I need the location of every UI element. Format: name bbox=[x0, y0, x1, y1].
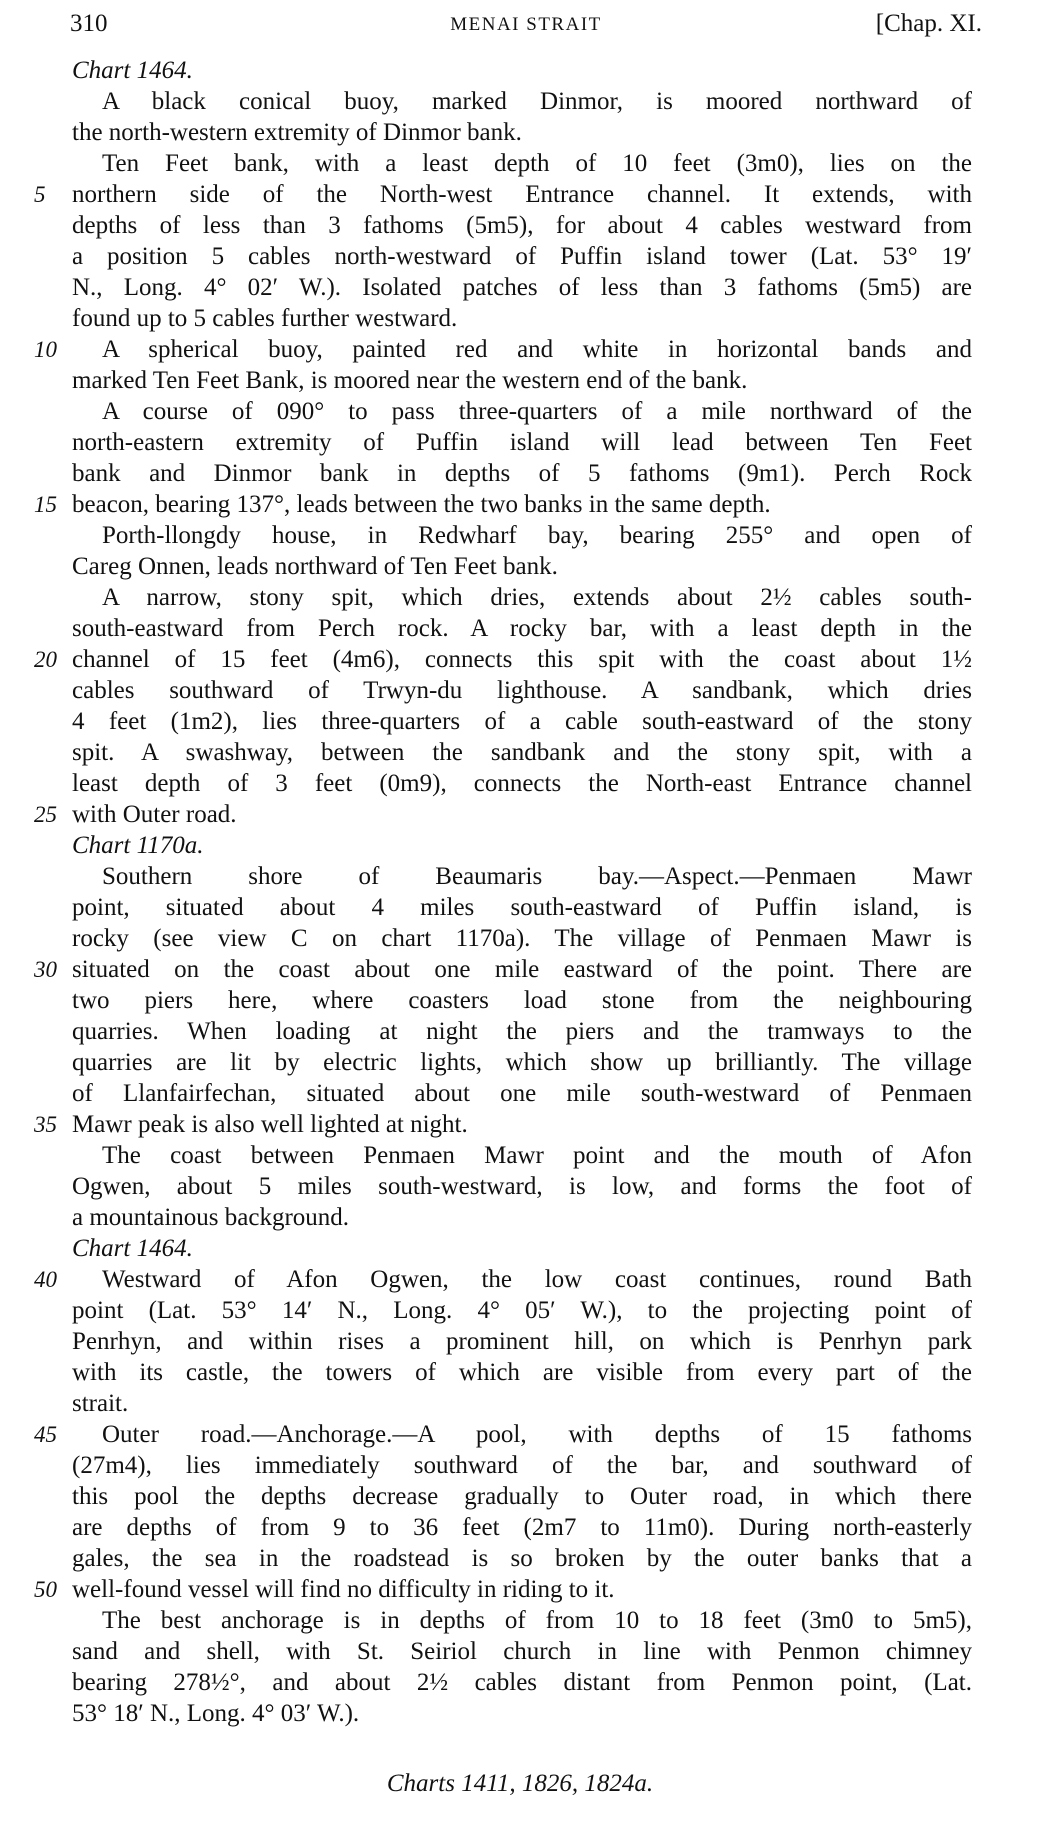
text-line bbox=[72, 737, 972, 768]
line-text: The best anchorage is in depths of from 10 to 18 feet (3m0 to 5m5), bbox=[102, 1607, 972, 1634]
text-line bbox=[72, 1636, 972, 1667]
line-text: quarries are lit by electric lights, which show up brilliantly. The village bbox=[72, 1049, 972, 1076]
line-text: Mawr peak is also well lighted at night. bbox=[72, 1111, 468, 1138]
line-number: 40 bbox=[34, 1267, 57, 1292]
text-line bbox=[34, 489, 972, 520]
chart-reference bbox=[72, 830, 972, 861]
text-line bbox=[72, 985, 972, 1016]
text-line bbox=[72, 303, 972, 334]
line-text: northern side of the North-west Entrance channel. It extends, with bbox=[72, 181, 972, 208]
text-line bbox=[72, 1543, 972, 1574]
text-line bbox=[72, 675, 972, 706]
text-line bbox=[72, 272, 972, 303]
text-line bbox=[72, 1202, 972, 1233]
line-text: Chart 1170a. bbox=[72, 832, 204, 859]
text-line bbox=[72, 396, 972, 427]
line-text: are depths of from 9 to 36 feet (2m7 to 11m0). During north-easterly bbox=[72, 1514, 972, 1541]
text-line bbox=[34, 1264, 972, 1295]
line-text: bearing 278½°, and about 2½ cables distant from Penmon point, (Lat. bbox=[72, 1669, 972, 1696]
line-text: situated on the coast about one mile eastward of the point. There are bbox=[72, 956, 972, 983]
line-text: the north-western extremity of Dinmor bank. bbox=[72, 119, 522, 146]
line-text: north-eastern extremity of Puffin island will lead between Ten Feet bbox=[72, 429, 972, 456]
line-text: quarries. When loading at night the piers and the tramways to the bbox=[72, 1018, 972, 1045]
line-text: N., Long. 4° 02′ W.). Isolated patches of less than 3 fathoms (5m5) are bbox=[72, 274, 972, 301]
line-text: least depth of 3 feet (0m9), connects the North-east Entrance channel bbox=[72, 770, 972, 797]
text-line bbox=[72, 551, 972, 582]
text-line bbox=[72, 1388, 972, 1419]
text-line bbox=[72, 365, 972, 396]
line-number: 5 bbox=[34, 182, 46, 207]
line-text: a mountainous background. bbox=[72, 1204, 350, 1231]
text-line bbox=[72, 241, 972, 272]
text-line bbox=[34, 334, 972, 365]
line-text: A narrow, stony spit, which dries, extends about 2½ cables south- bbox=[102, 584, 972, 611]
text-line bbox=[72, 613, 972, 644]
text-line bbox=[72, 1140, 972, 1171]
text-line bbox=[72, 1481, 972, 1512]
text-line bbox=[34, 179, 972, 210]
line-text: sand and shell, with St. Seiriol church in line with Penmon chimney bbox=[72, 1638, 972, 1665]
text-line bbox=[72, 1698, 972, 1729]
line-number: 35 bbox=[34, 1112, 57, 1137]
text-line bbox=[72, 458, 972, 489]
line-text: Southern shore of Beaumaris bay.—Aspect.—Penmaen Mawr bbox=[102, 863, 972, 890]
line-number: 10 bbox=[34, 337, 57, 362]
line-text: 4 feet (1m2), lies three-quarters of a cable south-eastward of the stony bbox=[72, 708, 972, 735]
line-text: beacon, bearing 137°, leads between the two banks in the same depth. bbox=[72, 491, 771, 518]
line-text: Outer road.—Anchorage.—A pool, with depths of 15 fathoms bbox=[102, 1421, 972, 1448]
line-text: Ogwen, about 5 miles south-westward, is low, and forms the foot of bbox=[72, 1173, 972, 1200]
text-line bbox=[72, 210, 972, 241]
line-number: 50 bbox=[34, 1577, 57, 1602]
text-line bbox=[72, 117, 972, 148]
line-text: point, situated about 4 miles south-eastward of Puffin island, is bbox=[72, 894, 972, 921]
page-number: 310 bbox=[70, 10, 108, 37]
line-text: Careg Onnen, leads northward of Ten Feet bank. bbox=[72, 553, 558, 580]
text-line bbox=[72, 582, 972, 613]
line-text: well-found vessel will find no difficulty in riding to it. bbox=[72, 1576, 615, 1603]
page-header bbox=[70, 10, 982, 50]
line-text: with Outer road. bbox=[72, 801, 237, 828]
line-text: (27m4), lies immediately southward of the bar, and southward of bbox=[72, 1452, 972, 1479]
text-line bbox=[72, 1078, 972, 1109]
line-text: 53° 18′ N., Long. 4° 03′ W.). bbox=[72, 1700, 360, 1727]
line-text: south-eastward from Perch rock. A rocky bar, with a least depth in the bbox=[72, 615, 972, 642]
line-text: a position 5 cables north-westward of Puffin island tower (Lat. 53° 19′ bbox=[72, 243, 972, 270]
text-line bbox=[72, 923, 972, 954]
text-line bbox=[72, 1295, 972, 1326]
line-text: this pool the depths decrease gradually to Outer road, in which there bbox=[72, 1483, 972, 1510]
line-text: gales, the sea in the roadstead is so broken by the outer banks that a bbox=[72, 1545, 972, 1572]
footer-chart-note: Charts 1411, 1826, 1824a. bbox=[386, 1770, 654, 1797]
line-text: found up to 5 cables further westward. bbox=[72, 305, 458, 332]
text-line bbox=[72, 861, 972, 892]
line-text: Penrhyn, and within rises a prominent hill, on which is Penrhyn park bbox=[72, 1328, 972, 1355]
chart-reference bbox=[72, 55, 972, 86]
text-line bbox=[72, 1047, 972, 1078]
text-line bbox=[34, 1419, 972, 1450]
line-text: A course of 090° to pass three-quarters of a mile northward of the bbox=[102, 398, 972, 425]
text-line bbox=[72, 1326, 972, 1357]
chart-reference bbox=[72, 1233, 972, 1264]
line-text: A spherical buoy, painted red and white in horizontal bands and bbox=[102, 336, 972, 363]
line-text: cables southward of Trwyn-du lighthouse. A sandbank, which dries bbox=[72, 677, 972, 704]
line-number: 15 bbox=[34, 492, 57, 517]
line-text: Porth-llongdy house, in Redwharf bay, bearing 255° and open of bbox=[102, 522, 972, 549]
text-line bbox=[34, 799, 972, 830]
text-line bbox=[72, 148, 972, 179]
text-line bbox=[72, 1450, 972, 1481]
line-text: Ten Feet bank, with a least depth of 10 feet (3m0), lies on the bbox=[102, 150, 972, 177]
line-number: 20 bbox=[34, 647, 57, 672]
line-text: rocky (see view C on chart 1170a). The village of Penmaen Mawr is bbox=[72, 925, 972, 952]
line-text: two piers here, where coasters load stone from the neighbouring bbox=[72, 987, 972, 1014]
line-number: 25 bbox=[34, 802, 57, 827]
text-line bbox=[72, 1171, 972, 1202]
text-line bbox=[72, 1016, 972, 1047]
line-text: Westward of Afon Ogwen, the low coast continues, round Bath bbox=[102, 1266, 972, 1293]
line-text: channel of 15 feet (4m6), connects this spit with the coast about 1½ bbox=[72, 646, 972, 673]
line-text: strait. bbox=[72, 1390, 129, 1417]
chapter-label: [Chap. XI. bbox=[875, 10, 982, 37]
running-title: MENAI STRAIT bbox=[450, 14, 602, 35]
text-line bbox=[34, 644, 972, 675]
line-text: with its castle, the towers of which are visible from every part of the bbox=[72, 1359, 972, 1386]
line-text: bank and Dinmor bank in depths of 5 fathoms (9m1). Perch Rock bbox=[72, 460, 972, 487]
line-text: A black conical buoy, marked Dinmor, is moored northward of bbox=[102, 88, 972, 115]
line-number: 45 bbox=[34, 1422, 57, 1447]
text-line bbox=[72, 1605, 972, 1636]
text-line bbox=[34, 954, 972, 985]
text-line bbox=[72, 706, 972, 737]
text-line bbox=[72, 1512, 972, 1543]
text-line bbox=[72, 427, 972, 458]
text-line bbox=[72, 1357, 972, 1388]
text-line bbox=[34, 1109, 972, 1140]
line-text: Chart 1464. bbox=[72, 1235, 193, 1262]
line-text: depths of less than 3 fathoms (5m5), for about 4 cables westward from bbox=[72, 212, 972, 239]
line-text: spit. A swashway, between the sandbank and the stony spit, with a bbox=[72, 739, 972, 766]
text-line bbox=[34, 1574, 972, 1605]
line-text: marked Ten Feet Bank, is moored near the western end of the bank. bbox=[72, 367, 748, 394]
line-text: of Llanfairfechan, situated about one mile south-westward of Penmaen bbox=[72, 1080, 972, 1107]
line-text: The coast between Penmaen Mawr point and the mouth of Afon bbox=[102, 1142, 972, 1169]
text-line bbox=[72, 768, 972, 799]
line-number: 30 bbox=[34, 957, 57, 982]
line-text: Chart 1464. bbox=[72, 57, 193, 84]
text-line bbox=[72, 1667, 972, 1698]
text-line bbox=[72, 520, 972, 551]
text-line bbox=[72, 892, 972, 923]
line-text: point (Lat. 53° 14′ N., Long. 4° 05′ W.), to the projecting point of bbox=[72, 1297, 972, 1324]
body-text bbox=[34, 55, 972, 1729]
text-line bbox=[72, 86, 972, 117]
